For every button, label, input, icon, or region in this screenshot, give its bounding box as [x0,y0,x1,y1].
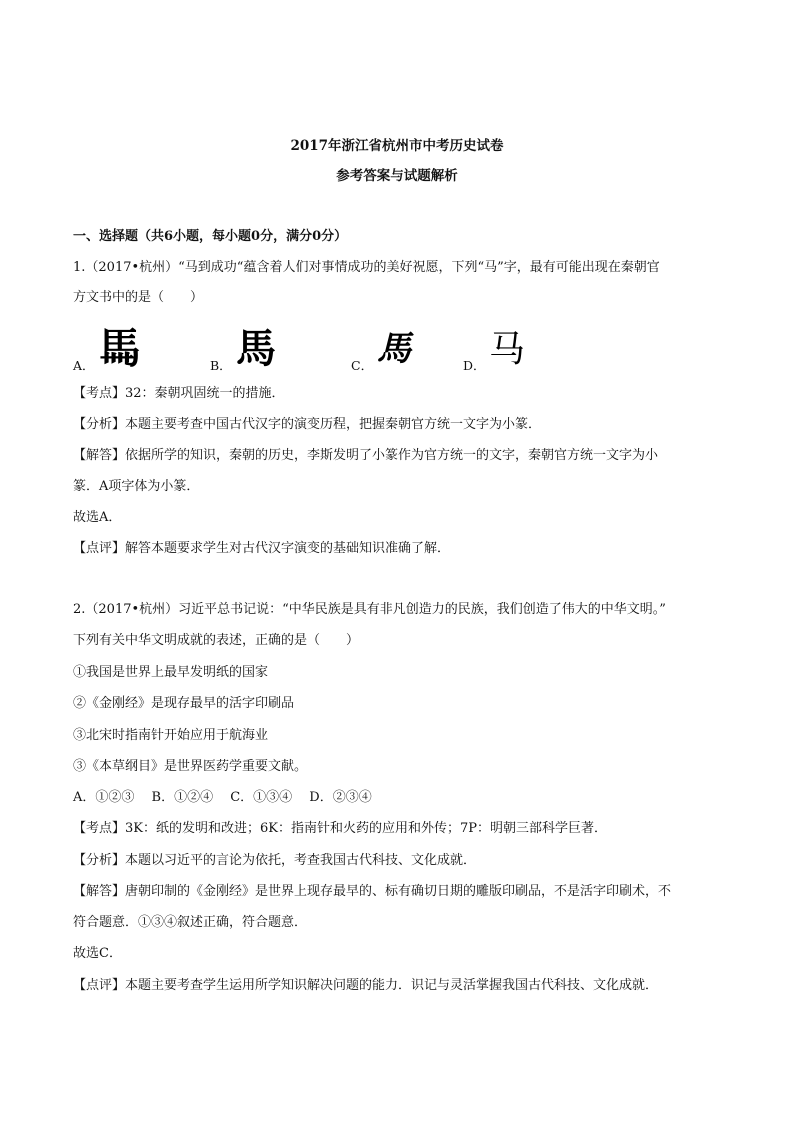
q1-answer: 故选A． [73,510,122,525]
q1-stem-line2: 方文书中的是（ ） [73,290,204,305]
seal-script-horse-image: 𩡧 [97,324,143,373]
clerical-script-horse-image: 馬 [236,325,276,372]
q2-answer: 故选C． [73,946,122,961]
q1-option-a-letter: A． [73,358,95,373]
q1-option-c-letter: C． [351,358,374,373]
q2-stem-line1: 2.（2017•杭州）习近平总书记说：“中华民族是具有非凡创造力的民族，我们创造了伟大的中华文明。” [73,602,666,617]
simplified-horse-image: 马 [489,329,526,370]
document-title: 2017年浙江省杭州市中考历史试卷 [290,138,504,154]
q2-choices: A．①②③ B．①②④ C．①③④ D．②③④ [73,790,372,805]
q1-dianping: 【点评】解答本题要求学生对古代汉字演变的基础知识准确了解． [73,541,451,556]
q2-kaodian: 【考点】3K：纸的发明和改进；6K：指南针和火药的应用和外传；7P：明朝三部科学巨著． [73,821,607,836]
q2-item4: ③《本草纲目》是世界医药学重要文献。 [73,759,308,774]
q2-jieda-line1: 【解答】唐朝印制的《金刚经》是世界上现存最早的、标有确切日期的雕版印刷品，不是活字印刷术，不 [73,884,672,899]
q2-item2: ②《金刚经》是现存最早的活字印刷品 [73,696,295,711]
q1-option-d-letter: D． [463,358,486,373]
q1-option-b-letter: B． [210,358,232,373]
q1-jieda-line2: 篆．A项字体为小篆． [73,479,200,494]
q2-dianping: 【点评】本题主要考查学生运用所学知识解决问题的能力．识记与灵活掌握我国古代科技、文化成就． [73,978,659,993]
document-subtitle: 参考答案与试题解析 [336,168,458,184]
q2-item3: ③北宋时指南针开始应用于航海业 [73,728,269,743]
cursive-script-horse-image: 馬 [377,329,411,369]
section-heading: 一、选择题（共6小题，每小题0分，满分0分） [73,229,348,244]
q1-fenxi: 【分析】本题主要考查中国古代汉字的演变历程，把握秦朝官方统一文字为小篆． [73,417,542,432]
q1-jieda-line1: 【解答】依据所学的知识，秦朝的历史，李斯发明了小篆作为官方统一的文字，秦朝官方统一文字为小 [73,448,659,463]
q2-jieda-line2: 符合题意．①③④叙述正确，符合题意． [73,915,308,930]
q1-options [73,320,723,376]
q2-item1: ①我国是世界上最早发明纸的国家 [73,665,269,680]
q1-kaodian: 【考点】32：秦朝巩固统一的措施． [73,386,285,401]
q2-fenxi: 【分析】本题以习近平的言论为依托，考查我国古代科技、文化成就． [73,853,477,868]
q2-stem-line2: 下列有关中华文明成就的表述，正确的是（ ） [73,633,360,648]
q1-stem-line1: 1.（2017•杭州）“马到成功“蕴含着人们对事情成功的美好祝愿，下列“马”字，最有可能出现在秦朝官 [73,260,660,275]
